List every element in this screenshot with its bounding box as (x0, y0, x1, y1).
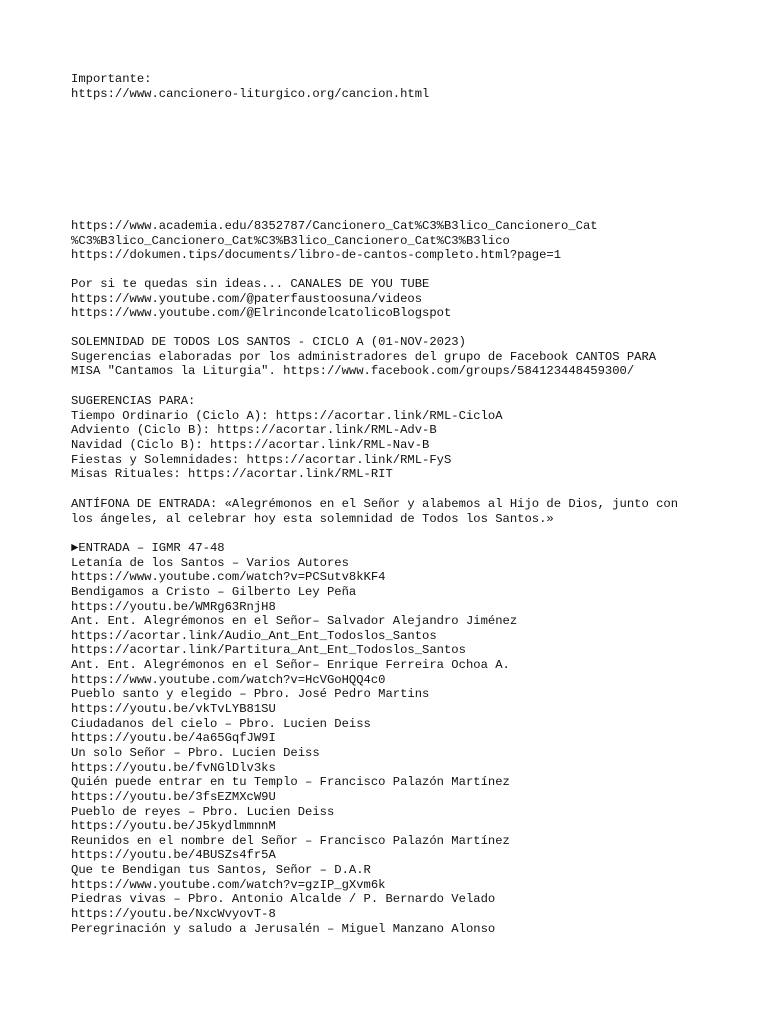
song-link: https://www.youtube.com/watch?v=PCSutv8kKF4 (71, 570, 386, 585)
sugerencia-item: Misas Rituales: https://acortar.link/RML-RIT (71, 467, 393, 482)
song-title: Piedras vivas – Pbro. Antonio Alcalde / P. Bernardo Velado (71, 892, 496, 907)
song-title: Pueblo santo y elegido – Pbro. José Pedro Martins (71, 687, 430, 702)
antifona-line-1: ANTÍFONA DE ENTRADA: «Alegrémonos en el Señor y alabemos al Hijo de Dios, junto con (71, 497, 679, 511)
song-link: https://youtu.be/fvNGlDlv3ks (71, 760, 276, 775)
sugerencia-item: Tiempo Ordinario (Ciclo A): https://acortar.link/RML-CicloA (71, 408, 503, 423)
song-title: Peregrinación y saludo a Jerusalén – Miguel Manzano Alonso (71, 921, 496, 936)
intro-url: https://www.cancionero-liturgico.org/cancion.html (71, 86, 430, 101)
song-link: https://acortar.link/Audio_Ant_Ent_Todoslos_Santos (71, 628, 437, 643)
song-title: Letanía de los Santos – Varios Autores (71, 555, 349, 570)
sugerencias-section (71, 394, 711, 482)
entrada-section (71, 541, 711, 936)
youtube-heading: Por si te quedas sin ideas... CANALES DE YOU TUBE (71, 277, 430, 291)
song-link: https://youtu.be/4a65GqfJW9I (71, 731, 276, 746)
intro-label: Importante: (71, 72, 152, 86)
solemnidad-line-2: MISA "Cantamos la Liturgia". https://www.facebook.com/groups/584123448459300/ (71, 364, 635, 379)
solemnidad-line-1: Sugerencias elaboradas por los administradores del grupo de Facebook CANTOS PARA (71, 349, 657, 364)
song-title: Quién puede entrar en tu Templo – Francisco Palazón Martínez (71, 775, 510, 790)
song-link: https://youtu.be/J5kydlmmnnM (71, 819, 276, 834)
song-title: Que te Bendigan tus Santos, Señor – D.A.R (71, 863, 371, 878)
song-title: Ant. Ent. Alegrémonos en el Señor– Enrique Ferreira Ochoa A. (71, 658, 510, 673)
sugerencias-heading: SUGERENCIAS PARA: (71, 394, 196, 408)
youtube-channel-1: https://www.youtube.com/@paterfaustoosuna/videos (71, 291, 423, 306)
song-title: Un solo Señor – Pbro. Lucien Deiss (71, 745, 320, 760)
sugerencia-item: Fiestas y Solemnidades: https://acortar.link/RML-FyS (71, 452, 452, 467)
song-link: https://acortar.link/Partitura_Ant_Ent_Todoslos_Santos (71, 643, 466, 658)
song-title: Bendigamos a Cristo – Gilberto Ley Peña (71, 584, 357, 599)
entrada-heading: ►ENTRADA – IGMR 47-48 (71, 541, 225, 555)
song-link: https://www.youtube.com/watch?v=HcVGoHQQ4c0 (71, 672, 386, 687)
antifona-line-2: los ángeles, al celebrar hoy esta solemnidad de Todos los Santos.» (71, 511, 554, 526)
song-link: https://www.youtube.com/watch?v=gzIP_gXvm6k (71, 877, 386, 892)
song-link: https://youtu.be/NxcWvyovT-8 (71, 907, 276, 922)
song-link: https://youtu.be/4BUSZs4fr5A (71, 848, 276, 863)
solemnidad-section (71, 335, 711, 379)
sugerencia-item: Navidad (Ciclo B): https://acortar.link/RML-Nav-B (71, 437, 430, 452)
academia-link-line-1: https://www.academia.edu/8352787/Cancionero_Cat%C3%B3lico_Cancionero_Cat (71, 219, 598, 233)
antifona-section (71, 497, 711, 526)
song-link: https://youtu.be/3fsEZMXcW9U (71, 789, 276, 804)
song-link: https://youtu.be/WMRg63RnjH8 (71, 599, 276, 614)
sugerencia-item: Adviento (Ciclo B): https://acortar.link/RML-Adv-B (71, 423, 437, 438)
song-title: Pueblo de reyes – Pbro. Lucien Deiss (71, 804, 335, 819)
cancionero-links-section (71, 219, 711, 263)
dokumen-link: https://dokumen.tips/documents/libro-de-cantos-completo.html?page=1 (71, 248, 562, 263)
youtube-section (71, 277, 711, 321)
solemnidad-title: SOLEMNIDAD DE TODOS LOS SANTOS - CICLO A (01-NOV-2023) (71, 335, 466, 349)
song-link: https://youtu.be/vkTvLYB81SU (71, 702, 276, 717)
intro-section (71, 72, 711, 101)
song-title: Ant. Ent. Alegrémonos en el Señor– Salvador Alejandro Jiménez (71, 614, 518, 629)
song-title: Ciudadanos del cielo – Pbro. Lucien Deiss (71, 716, 371, 731)
song-title: Reunidos en el nombre del Señor – Francisco Palazón Martínez (71, 833, 510, 848)
youtube-channel-2: https://www.youtube.com/@ElrincondelcatolicoBlogspot (71, 306, 452, 321)
academia-link-line-2: %C3%B3lico_Cancionero_Cat%C3%B3lico_Cancionero_Cat%C3%B3lico (71, 233, 510, 248)
